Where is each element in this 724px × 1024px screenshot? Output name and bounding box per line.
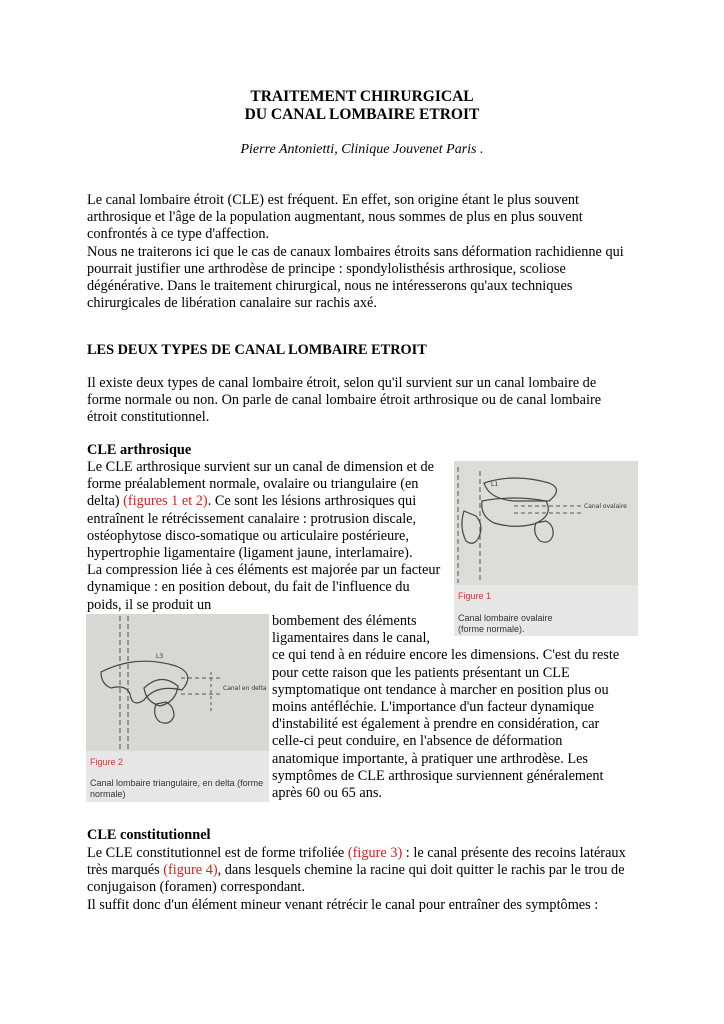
figure-2-number: Figure 2 [90,757,124,767]
text-fragment: . Ce sont les lésions arthrosiques qui [207,493,417,510]
arthro-line: dynamique : en position debout, du fait de l'influence du [87,579,410,596]
figure-2-caption-line-2: normale) [90,789,126,799]
figure-2-canal-label: Canal en delta [223,685,267,692]
text-fragment: delta) [87,493,124,510]
arthro-line: anatomique importante, à pratiquer une arthrodèse. Les [272,750,588,767]
arthro-line: bombement des éléments [272,613,417,629]
arthro-line: ce qui tend à en réduire encore les dimensions. C'est du reste [272,647,620,664]
arthro-line-with-ref [87,493,447,510]
arthro-line: forme préalablement normale, ovalaire ou triangulaire (en [87,476,419,493]
figure-3-reference-link[interactable]: (figure 3) [347,845,403,861]
arthro-line: symptômes de CLE arthrosique surviennent généralement [272,767,604,784]
title-line-2: DU CANAL LOMBAIRE ETROIT [244,106,480,123]
constit-line-with-ref [87,845,647,862]
text-fragment: : le canal présente des recoins latéraux [402,845,626,861]
arthro-line: après 60 ou 65 ans. [272,785,382,802]
text-fragment: , dans lesquels chemine la racine qui doit quitter le rachis par le trou de [217,862,625,879]
types-line: Il existe deux types de canal lombaire étroit, selon qu'il survient sur un canal lombaire de [87,375,597,391]
heading-cle-arthrosique: CLE arthrosique [87,442,192,458]
figure-2-vertebra-label: L3 [156,653,164,660]
figure-1-vertebra-label: L1 [491,481,499,488]
arthro-line: d'instabilité est également à prendre en considération, car [272,716,600,733]
author-line: Pierre Antonietti, Clinique Jouvenet Paris . [240,142,484,157]
constit-paragraph [87,845,647,914]
arthro-paragraph-right [272,613,652,802]
heading-cle-constitutionnel: CLE constitutionnel [87,827,211,843]
arthro-line: moins antéfléchie. L'importance d'un facteur dynamique [272,699,594,716]
arthro-line: Le CLE arthrosique survient sur un canal de dimension et de [87,459,434,475]
intro-line: confrontés à ce type d'affection. [87,226,270,243]
figure-1-number: Figure 1 [458,591,492,601]
figure-1-caption-line-1: Canal lombaire ovalaire [458,613,553,623]
figure-2-caption-line-1: Canal lombaire triangulaire, en delta (forme [90,778,264,788]
text-fragment: très marqués [87,862,164,879]
figure-1-caption-line-2: (forme normale). [458,624,525,634]
arthro-line: La compression liée à ces éléments est majorée par un facteur [87,562,441,579]
constit-line: conjugaison (foramen) correspondant. [87,879,305,896]
text-fragment: Le CLE constitutionnel est de forme trifoliée [87,845,348,861]
arthro-line: ligamentaires dans le canal, [272,630,430,647]
arthro-line: celle-ci peut conduire, en l'absence de déformation [272,733,563,750]
figure-1-canal-label: Canal ovalaire [584,503,627,510]
intro-line: Le canal lombaire étroit (CLE) est fréquent. En effet, son origine étant le plus souvent [87,192,580,208]
types-line: forme normale ou non. On parle de canal lombaire étroit arthrosique ou de canal lombaire [87,392,602,409]
intro-line: pourrait justifier une arthrodèse de principe : spondylolisthésis arthrosique, scoliose [87,260,566,277]
figure-1 [454,461,638,636]
figure-1-sketch [454,461,638,585]
intro-line: dégénérative. Dans le traitement chirurgical, nous ne intéresserons qu'aux techniques [87,278,573,295]
intro-paragraph [87,192,647,312]
arthro-line: ostéophytose disco-somatique ou articulaire postérieure, [87,527,409,544]
section-heading-types: LES DEUX TYPES DE CANAL LOMBAIRE ETROIT [87,342,427,358]
intro-line: chirurgicales de libération canalaire sur rachis axé. [87,295,377,312]
arthro-line: symptomatique ont tendance à marcher en position plus ou [272,681,609,698]
figure-2-sketch [86,614,269,751]
constit-line-with-ref [87,862,647,879]
figure-4-reference-link[interactable]: (figure 4) [163,862,218,879]
arthro-line: entraînent le rétrécissement canalaire : protrusion discale, [87,510,417,527]
arthro-line: pour cette raison que les patients présentant un CLE [272,664,570,681]
types-paragraph [87,375,647,427]
intro-line: arthrosique et l'âge de la population augmentant, nous sommes de plus en plus souvent [87,209,583,226]
arthro-line: hypertrophie ligamentaire (ligament jaune, interlamaire). [87,545,413,562]
constit-line: Il suffit donc d'un élément mineur venant rétrécir le canal pour entraîner des symptômes : [87,896,599,913]
types-line: étroit constitutionnel. [87,409,210,426]
arthro-line: poids, il se produit un [87,596,212,613]
arthro-paragraph-left [87,459,447,614]
figures-1-2-reference-link[interactable]: (figures 1 et 2) [123,493,208,510]
intro-line: Nous ne traiterons ici que le cas de canaux lombaires étroits sans déformation rachidienne qui [87,243,624,260]
figure-2 [86,614,269,802]
title-line-1: TRAITEMENT CHIRURGICAL [250,88,474,105]
